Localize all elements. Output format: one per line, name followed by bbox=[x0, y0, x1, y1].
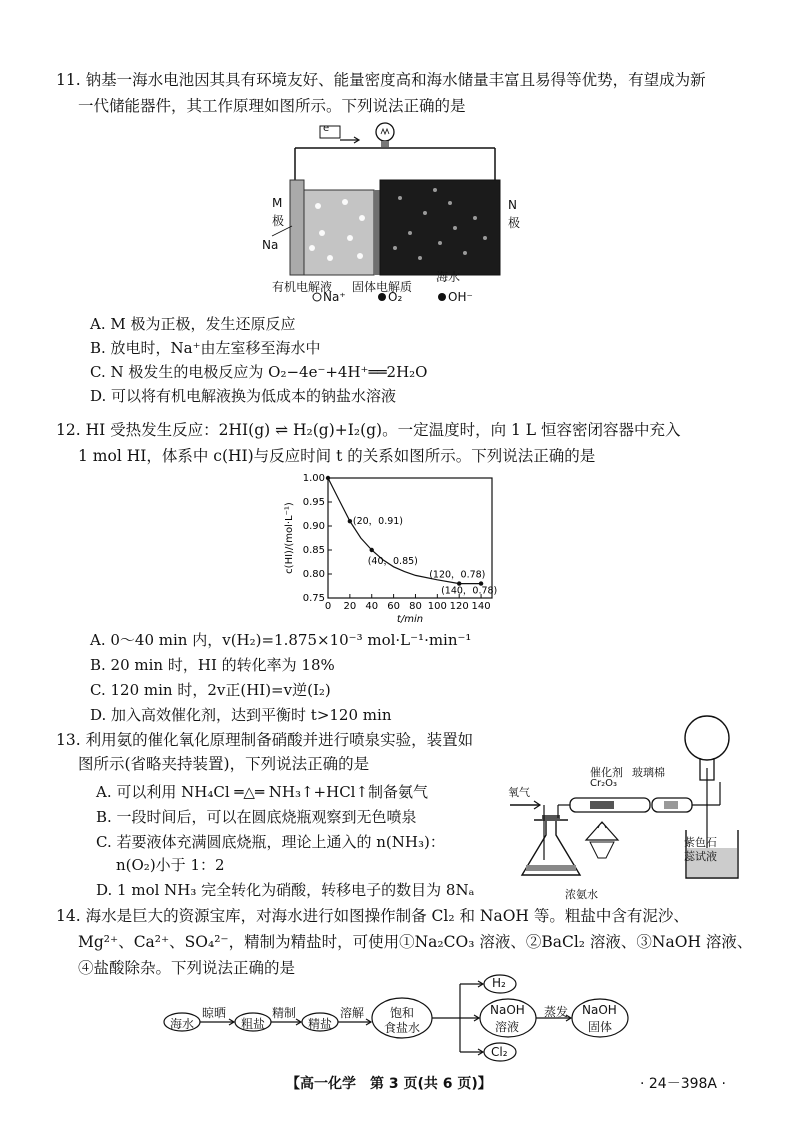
q11-stem-line2: 一代储能器件，其工作原理如图所示。下列说法正确的是 bbox=[78, 97, 466, 115]
q11-stem-line1: 11. 钠基一海水电池因其具有环境友好、能量密度高和海水储量丰富且易得等优势，有望成为新 bbox=[56, 71, 706, 89]
q13-stem-line1: 13. 利用氨的催化氧化原理制备硝酸并进行喷泉实验，装置如 bbox=[56, 731, 474, 749]
ammonia-label: 浓氨水 bbox=[565, 888, 598, 901]
data-point bbox=[348, 519, 352, 523]
data-label: (140，0.78) bbox=[441, 585, 498, 597]
q13-option-c-line2: n(O₂)小于 1：2 bbox=[116, 856, 225, 874]
q12-stem-line2: 1 mol HI，体系中 c(HI)与反应时间 t 的关系如图所示。下列说法正确的是 bbox=[78, 447, 596, 465]
data-label: (120，0.78) bbox=[429, 569, 486, 581]
x-axis-label: t/min bbox=[396, 614, 424, 625]
flow-naoh-solution-1: NaOH bbox=[490, 1003, 525, 1017]
q14-stem-line2: Mg²⁺、Ca²⁺、SO₄²⁻，精制为精盐时，可使用①Na₂CO₃ 溶液、②BaCl₂ 溶液、③NaOH 溶液、 bbox=[78, 933, 753, 951]
oxygen-label: 氧气 bbox=[508, 786, 530, 799]
x-tick-label: 40 bbox=[365, 601, 379, 612]
hi-curve bbox=[328, 478, 481, 584]
legend-na: Na⁺ bbox=[323, 290, 346, 304]
flow-seawater: 海水 bbox=[170, 1017, 195, 1031]
litmus-label-1: 紫色石 bbox=[684, 836, 717, 849]
flow-h2: H₂ bbox=[492, 976, 506, 990]
y-axis-label: c(HI)/(mol·L⁻¹) bbox=[284, 502, 295, 574]
hi-concentration-chart bbox=[280, 470, 510, 630]
q11-option-b: B. 放电时，Na⁺由左室移至海水中 bbox=[90, 339, 321, 357]
flow-naoh-solid-1: NaOH bbox=[582, 1003, 617, 1017]
litmus-label-2: 蕊试液 bbox=[684, 850, 717, 863]
flow-cl2: Cl₂ bbox=[491, 1045, 508, 1059]
flow-refine: 精制 bbox=[272, 1006, 297, 1020]
x-tick-label: 80 bbox=[409, 601, 422, 612]
flow-crude-salt: 粗盐 bbox=[241, 1017, 266, 1031]
seawater-label: 海水 bbox=[436, 270, 461, 284]
q13-option-d: D. 1 mol NH₃ 完全转化为硝酸，转移电子的数目为 8Nₐ bbox=[96, 881, 475, 899]
page-footer: 【高一化学 第 3 页(共 6 页)】 bbox=[286, 1076, 492, 1092]
flow-dissolve: 溶解 bbox=[340, 1006, 365, 1020]
light-bulb-icon bbox=[376, 123, 394, 147]
q12-option-c: C. 120 min 时，2v正(HI)=v逆(I₂) bbox=[90, 681, 331, 699]
flow-naoh-solution-2: 溶液 bbox=[495, 1020, 520, 1034]
page-code: · 24－398A · bbox=[640, 1076, 726, 1092]
n-pole-label: N bbox=[508, 198, 517, 212]
na-label: Na bbox=[262, 238, 279, 252]
y-tick-label: 0.95 bbox=[302, 497, 325, 508]
legend-oh: OH⁻ bbox=[448, 290, 473, 304]
q12-option-d: D. 加入高效催化剂，达到平衡时 t>120 min bbox=[90, 706, 392, 724]
y-tick-label: 0.85 bbox=[302, 545, 325, 556]
organic-electrolyte-label: 有机电解液 bbox=[272, 280, 333, 294]
electron-label: e⁻ bbox=[323, 123, 335, 134]
m-pole-label-2: 极 bbox=[272, 214, 285, 228]
q11-option-c: C. N 极发生的电极反应为 O₂−4e⁻+4H⁺══2H₂O bbox=[90, 363, 428, 381]
flow-brine-1: 饱和 bbox=[390, 1006, 415, 1020]
m-pole-label: M bbox=[272, 196, 283, 210]
q11-option-d: D. 可以将有机电解液换为低成本的钠盐水溶液 bbox=[90, 387, 397, 405]
x-tick-label: 100 bbox=[427, 601, 447, 612]
q13-option-b: B. 一段时间后，可以在圆底烧瓶观察到无色喷泉 bbox=[96, 808, 417, 826]
flow-fine-salt: 精盐 bbox=[308, 1017, 333, 1031]
data-point bbox=[326, 476, 330, 480]
q13-option-c-line1: C. 若要液体充满圆底烧瓶，理论上通入的 n(NH₃)： bbox=[96, 833, 445, 851]
flow-brine-2: 食盐水 bbox=[384, 1021, 421, 1035]
q12-option-a: A. 0～40 min 内，v(H₂)=1.875×10⁻³ mol·L⁻¹·min⁻¹ bbox=[90, 631, 472, 649]
y-tick-label: 0.80 bbox=[302, 569, 325, 580]
y-tick-label: 0.75 bbox=[302, 593, 325, 604]
cr2o3-label: Cr₂O₃ bbox=[590, 778, 617, 789]
x-tick-label: 20 bbox=[343, 601, 357, 612]
q14-stem-line3: ④盐酸除杂。下列说法正确的是 bbox=[78, 959, 296, 977]
q13-stem-line2: 图所示(省略夹持装置)，下列说法正确的是 bbox=[78, 755, 370, 773]
glass-wool-label: 玻璃棉 bbox=[632, 766, 665, 779]
flow-naoh-solid-2: 固体 bbox=[588, 1020, 613, 1034]
q13-option-a: A. 可以利用 NH₄Cl ═△═ NH₃↑+HCl↑制备氨气 bbox=[96, 783, 429, 801]
x-tick-label: 60 bbox=[387, 601, 400, 612]
q12-stem-line1: 12. HI 受热发生反应：2HI(g) ⇌ H₂(g)+I₂(g)。一定温度时，向 1 L 恒容密闭容器中充入 bbox=[56, 421, 681, 439]
x-tick-label: 140 bbox=[471, 601, 491, 612]
x-tick-label: 0 bbox=[324, 601, 332, 612]
data-label: (40，0.85) bbox=[367, 556, 418, 567]
catalyst-label: 催化剂 bbox=[590, 766, 623, 779]
q11-option-a: A. M 极为正极，发生还原反应 bbox=[90, 315, 296, 333]
data-label: (20，0.91) bbox=[352, 516, 404, 528]
solid-electrolyte-label: 固体电解质 bbox=[352, 280, 413, 294]
q14-stem-line1: 14. 海水是巨大的资源宝库，对海水进行如图操作制备 Cl₂ 和 NaOH 等。粗盐中含有泥沙、 bbox=[56, 907, 689, 925]
data-point bbox=[370, 548, 374, 552]
flow-evaporate: 蒸发 bbox=[544, 1005, 569, 1019]
n-pole-label-2: 极 bbox=[508, 216, 521, 230]
y-tick-label: 0.90 bbox=[302, 521, 325, 532]
legend-o2: O₂ bbox=[388, 290, 403, 304]
x-tick-label: 120 bbox=[449, 601, 469, 612]
flow-sun-dry: 晾晒 bbox=[202, 1006, 227, 1020]
q12-option-b: B. 20 min 时，HI 的转化率为 18% bbox=[90, 656, 335, 674]
y-tick-label: 1.00 bbox=[302, 473, 325, 484]
